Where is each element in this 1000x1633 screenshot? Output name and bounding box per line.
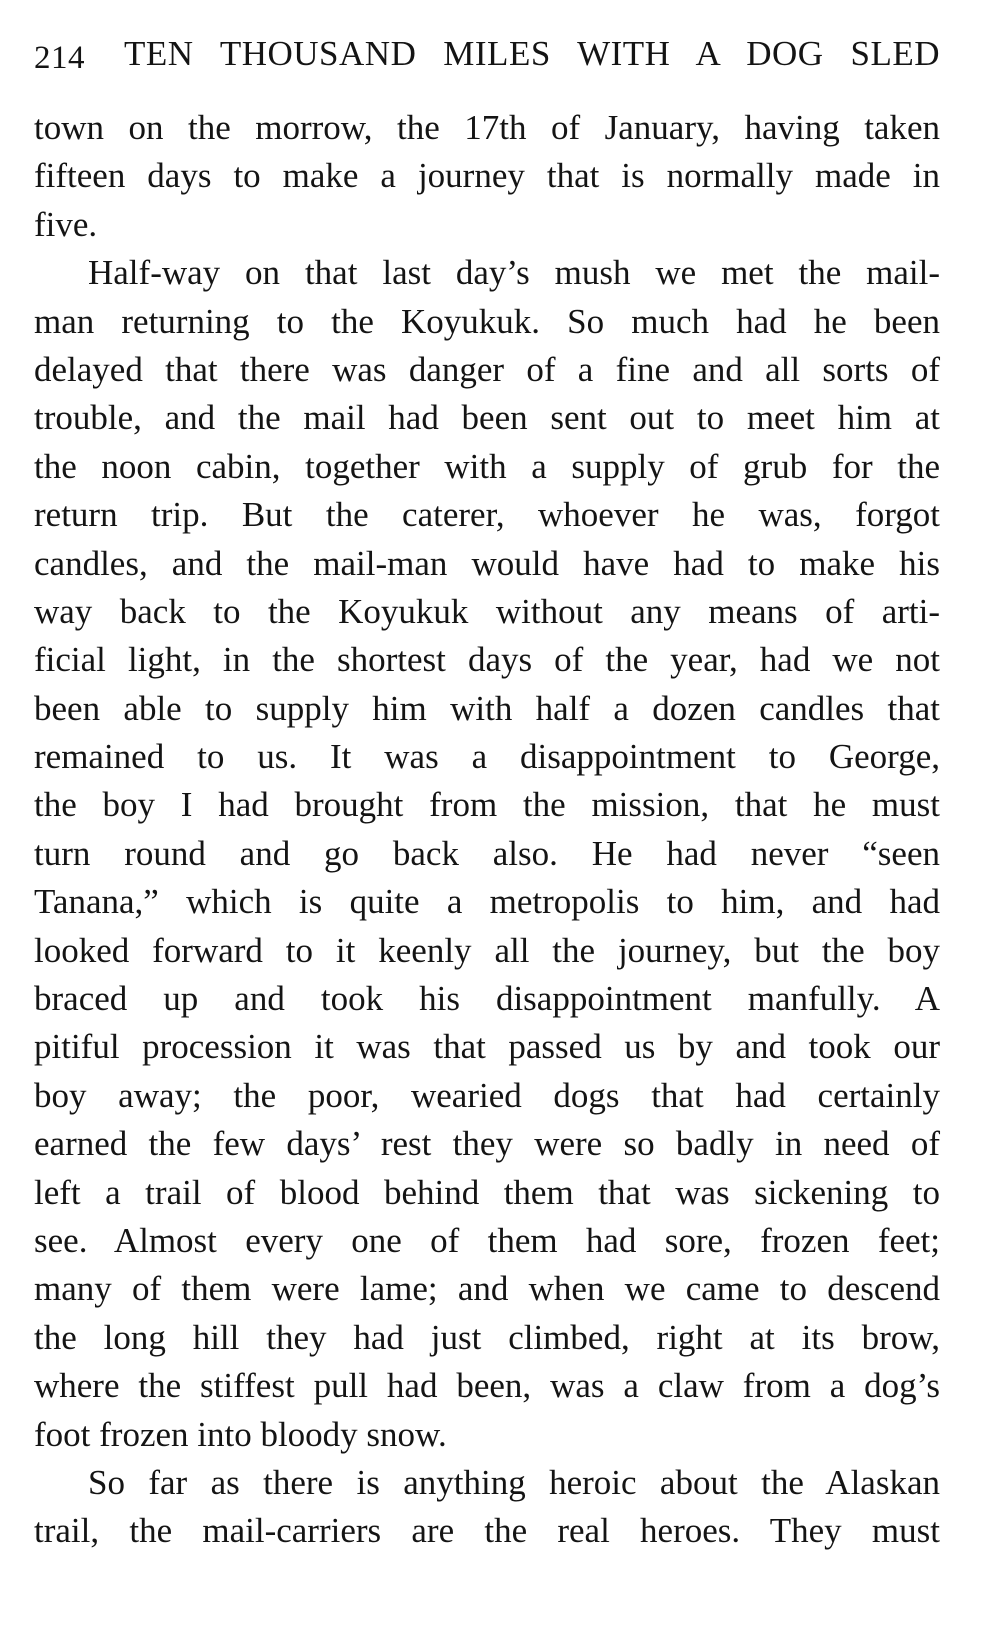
text-line: Tanana,” which is quite a metropolis to him, and had [34,882,940,922]
text-line: delayed that there was danger of a fine and all sorts of [34,349,940,389]
text-line: the noon cabin, together with a supply of grub for the [34,446,940,486]
text-line: foot frozen into bloody snow. [34,1414,447,1454]
running-title: TEN THOUSAND MILES WITH A DOG SLED [124,34,940,73]
text-line: turn round and go back also. He had never “seen [34,833,940,873]
text-line: way back to the Koyukuk without any means of arti- [34,591,940,631]
text-line: Half-way on that last day’s mush we met the mail- [88,253,940,293]
text-line: trouble, and the mail had been sent out to meet him at [34,398,940,438]
text-line: been able to supply him with half a dozen candles that [34,688,940,728]
text-line: boy away; the poor, wearied dogs that had certainly [34,1075,940,1115]
text-line: candles, and the mail-man would have had to make his [34,543,940,583]
text-line: left a trail of blood behind them that was sickening to [34,1172,940,1212]
text-line: where the stiffest pull had been, was a claw from a dog’s [34,1366,940,1406]
text-line: So far as there is anything heroic about the Alaskan [88,1462,940,1502]
text-line: town on the morrow, the 17th of January, having taken [34,108,940,147]
text-line: the long hill they had just climbed, right at its brow, [34,1317,940,1357]
text-line: many of them were lame; and when we came to descend [34,1269,940,1309]
text-line: braced up and took his disappointment manfully. A [34,979,940,1019]
text-line: return trip. But the caterer, whoever he was, forgot [34,495,940,535]
text-line: five. [34,204,98,244]
text-line: trail, the mail-carriers are the real heroes. They must [34,1511,940,1551]
page-number: 214 [34,40,85,76]
running-head [34,34,940,84]
text-line: see. Almost every one of them had sore, frozen feet; [34,1220,940,1260]
text-line: earned the few days’ rest they were so badly in need of [34,1124,940,1164]
text-line: looked forward to it keenly all the journey, but the boy [34,930,940,970]
text-line: the boy I had brought from the mission, that he must [34,785,940,825]
text-line: remained to us. It was a disappointment to George, [34,737,940,777]
text-line: pitiful procession it was that passed us by and took our [34,1027,940,1067]
text-line: man returning to the Koyukuk. So much had he been [34,301,940,341]
text-line: fifteen days to make a journey that is normally made in [34,156,940,196]
body-text [34,104,940,1556]
text-line: ficial light, in the shortest days of the year, had we not [34,640,940,680]
